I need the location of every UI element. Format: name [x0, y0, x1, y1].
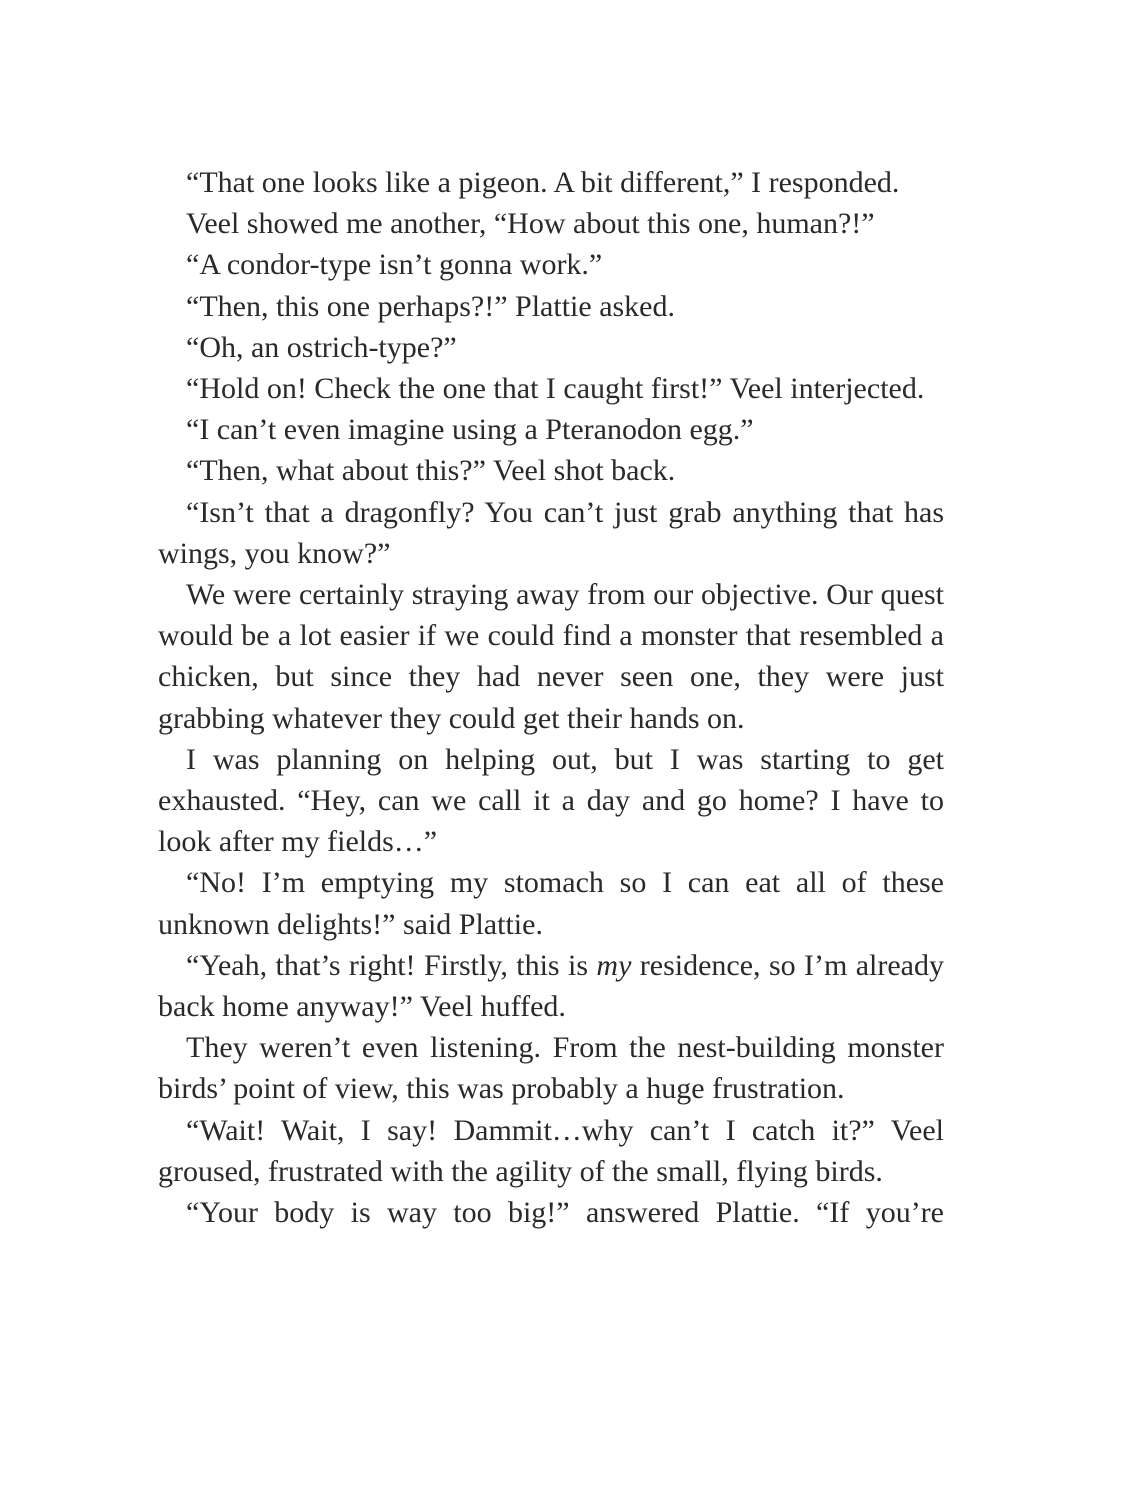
paragraph: “I can’t even imagine using a Pteranodon egg.”	[186, 413, 754, 447]
paragraph: “No! I’m emptying my stomach so I can eat all of these unknown delights!” said Plattie.	[158, 866, 944, 941]
emphasized-word: my	[596, 948, 632, 982]
paragraph: “Isn’t that a dragonfly? You can’t just grab anything that has wings, you know?”	[158, 495, 944, 570]
paragraph: I was planning on helping out, but I was starting to get exhausted. “Hey, can we call it a day and go home? I have to look after my fields…”	[158, 742, 944, 859]
paragraph: “Then, this one perhaps?!” Plattie asked.	[186, 289, 675, 323]
paragraph	[158, 945, 944, 1027]
paragraph: Veel showed me another, “How about this one, human?!”	[186, 207, 875, 241]
paragraph-last-line: “Your body is way too big!” answered Plattie. “If you’re	[186, 1196, 944, 1230]
book-page-text	[158, 162, 944, 1233]
paragraph-text-before: “Yeah, that’s right! Firstly, this is	[186, 948, 597, 982]
paragraph-text-after: residence, so I’m already back home anyway!” Veel huffed.	[158, 948, 945, 1024]
paragraph: “Wait! Wait, I say! Dammit…why can’t I catch it?” Veel groused, frustrated with the agility of the small, flying birds.	[158, 1113, 944, 1188]
paragraph: “A condor-type isn’t gonna work.”	[186, 248, 603, 282]
paragraph: “Then, what about this?” Veel shot back.	[186, 454, 676, 488]
paragraph: They weren’t even listening. From the nest-building monster birds’ point of view, this was probably a huge frustration.	[158, 1031, 944, 1106]
paragraph: “Hold on! Check the one that I caught first!” Veel interjected.	[186, 372, 925, 406]
paragraph: We were certainly straying away from our objective. Our quest would be a lot easier if we could find a monster that resembled a chicken, but since they had never seen one, they were just grabbing whatever they could get their hands on.	[158, 578, 944, 735]
paragraph: “Oh, an ostrich-type?”	[186, 330, 457, 364]
paragraph: “That one looks like a pigeon. A bit different,” I responded.	[186, 166, 900, 199]
